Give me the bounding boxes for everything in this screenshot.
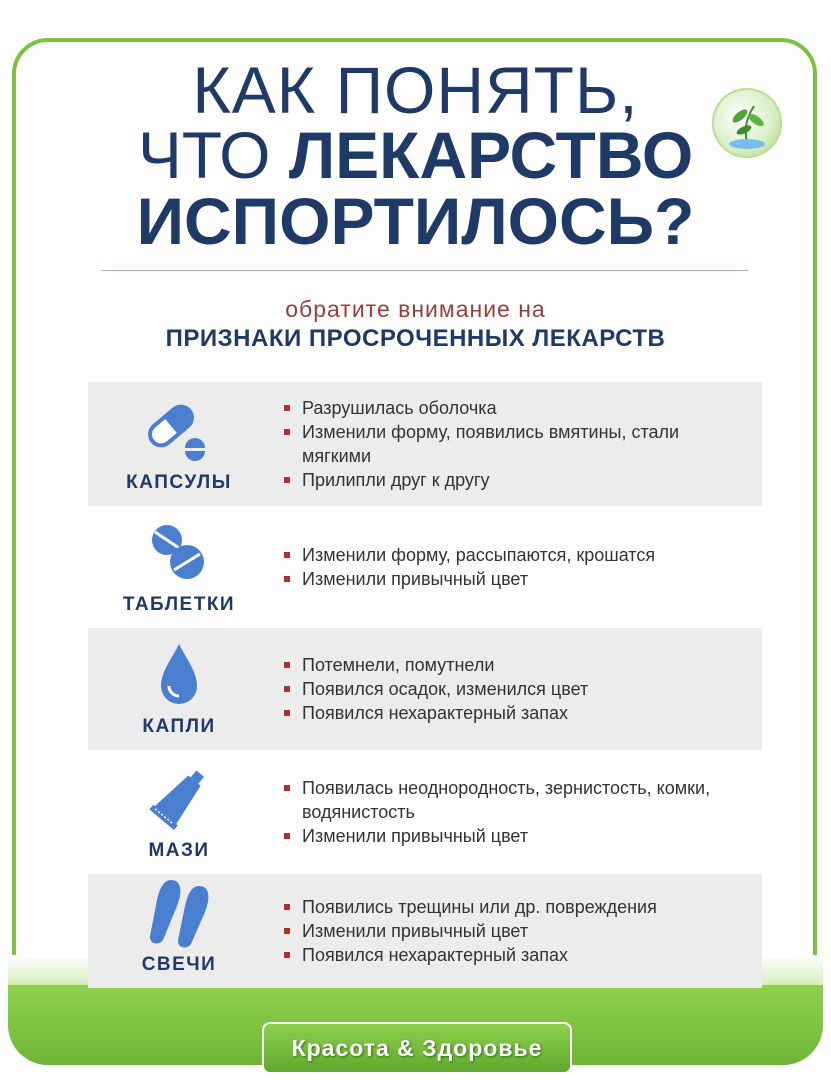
symptom-list [278,396,748,492]
category-label: МАЗИ [148,840,210,861]
symptom-item: Изменили форму, рассыпаются, крошатся [278,543,748,567]
symptom-list [278,653,748,725]
symptom-item: Появилась неоднородность, зернистость, комки, водянистость [278,776,748,824]
symptom-list [278,895,748,967]
capsule-icon [141,396,217,466]
symptom-item: Появился нехарактерный запах [278,943,748,967]
title-line-2-light: ЧТО [137,118,289,192]
subtitle-line-2: ПРИЗНАКИ ПРОСРОЧЕННЫХ ЛЕКАРСТВ [165,325,666,352]
category-row-drops [88,628,762,750]
category-label: КАПЛИ [142,716,216,737]
drop-icon [141,640,217,710]
brand-badge [262,1022,572,1074]
title-line-2-bold: ЛЕКАРСТВО [288,118,694,192]
title-line-3: ИСПОРТИЛОСЬ? [136,184,695,258]
subtitle-line-1: обратите внимание на [285,296,546,322]
symptom-item: Появились трещины или др. повреждения [278,895,748,919]
symptom-item: Разрушилась оболочка [278,396,748,420]
symptom-item: Изменили привычный цвет [278,824,748,848]
symptom-item: Изменили привычный цвет [278,567,748,591]
symptom-item: Появился осадок, изменился цвет [278,677,748,701]
title-line-2 [0,117,831,193]
divider [102,270,748,271]
symptom-list [278,776,748,848]
leaf-logo-icon [712,88,782,158]
category-row-suppositories [88,874,762,988]
ointment-tube-icon [141,764,217,834]
symptom-item: Потемнели, помутнели [278,653,748,677]
title-line-1: КАК ПОНЯТЬ, [192,53,639,127]
symptom-item: Прилипли друг к другу [278,468,748,492]
category-label: СВЕЧИ [141,954,217,975]
symptom-item: Изменили форму, появились вмятины, стали мягкими [278,420,748,468]
brand-label: Красота & Здоровье [291,1034,543,1061]
category-label: КАПСУЛЫ [126,472,232,493]
category-row-ointments [88,750,762,874]
suppositories-icon [141,878,217,948]
categories-table [88,382,762,988]
symptom-list [278,543,748,591]
category-row-capsules [88,382,762,506]
symptom-item: Появился нехарактерный запах [278,701,748,725]
category-row-tablets [88,506,762,628]
symptom-item: Изменили привычный цвет [278,919,748,943]
category-label: ТАБЛЕТКИ [122,594,236,615]
tablets-icon [141,518,217,588]
